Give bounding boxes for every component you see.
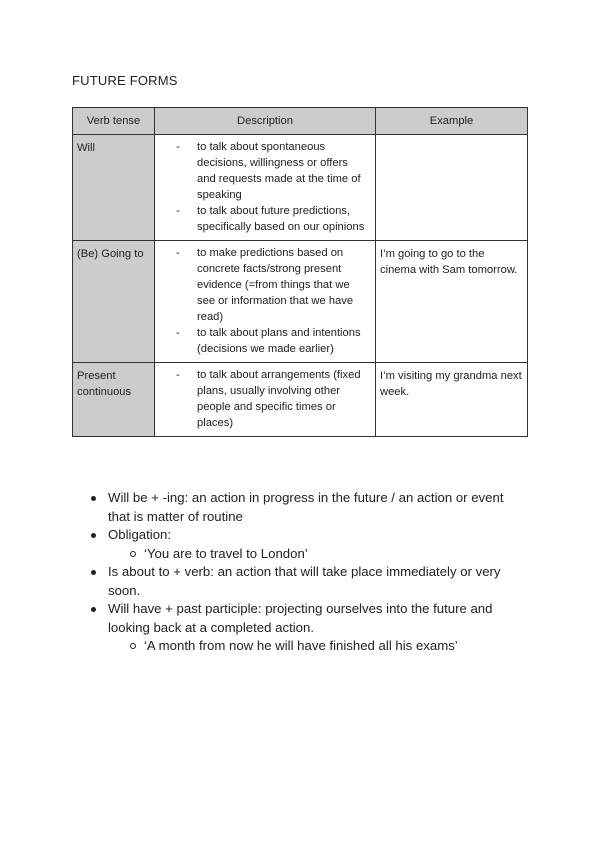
- future-forms-table: [72, 107, 528, 437]
- tense-cell: Present continuous: [73, 363, 155, 437]
- example-cell: I’m visiting my grandma next week.: [376, 363, 528, 437]
- example-cell: I’m going to go to the cinema with Sam tomorrow.: [376, 241, 528, 363]
- table-row: [73, 135, 528, 241]
- tense-cell: Will: [73, 135, 155, 241]
- header-example: Example: [376, 108, 528, 135]
- notes-list: [88, 489, 528, 656]
- note-text: Will be + -ing: an action in progress in the future / an action or event that is matter of routine: [108, 490, 504, 524]
- table-row: [73, 363, 528, 437]
- table-header-row: [73, 108, 528, 135]
- note-sub-item: ‘You are to travel to London’: [128, 545, 528, 564]
- description-cell: [155, 363, 376, 437]
- description-item: - to talk about plans and intentions (decisions we made earlier): [175, 325, 369, 357]
- description-item: - to talk about arrangements (fixed plans, usually involving other people and specific times or places): [175, 367, 369, 431]
- note-item: [88, 600, 528, 656]
- description-item: - to talk about future predictions, specifically based on our opinions: [175, 203, 369, 235]
- description-item: - to talk about spontaneous decisions, willingness or offers and requests made at the time of speaking: [175, 139, 369, 203]
- header-description: Description: [155, 108, 376, 135]
- description-cell: [155, 241, 376, 363]
- table-row: [73, 241, 528, 363]
- tense-cell: (Be) Going to: [73, 241, 155, 363]
- example-cell: [376, 135, 528, 241]
- note-sub-item: ‘A month from now he will have finished all his exams’: [128, 637, 528, 656]
- note-item: [88, 563, 528, 600]
- description-item: - to make predictions based on concrete facts/strong present evidence (=from things that we see or information that we have read): [175, 245, 369, 325]
- note-text: Obligation:: [108, 527, 172, 542]
- header-verb-tense: Verb tense: [73, 108, 155, 135]
- page-title: FUTURE FORMS: [72, 73, 178, 88]
- description-cell: [155, 135, 376, 241]
- note-text: Will have + past participle: projecting ourselves into the future and looking back at a completed action.: [108, 601, 493, 635]
- note-text: Is about to + verb: an action that will take place immediately or very soon.: [108, 564, 501, 598]
- note-item: [88, 526, 528, 563]
- note-item: [88, 489, 528, 526]
